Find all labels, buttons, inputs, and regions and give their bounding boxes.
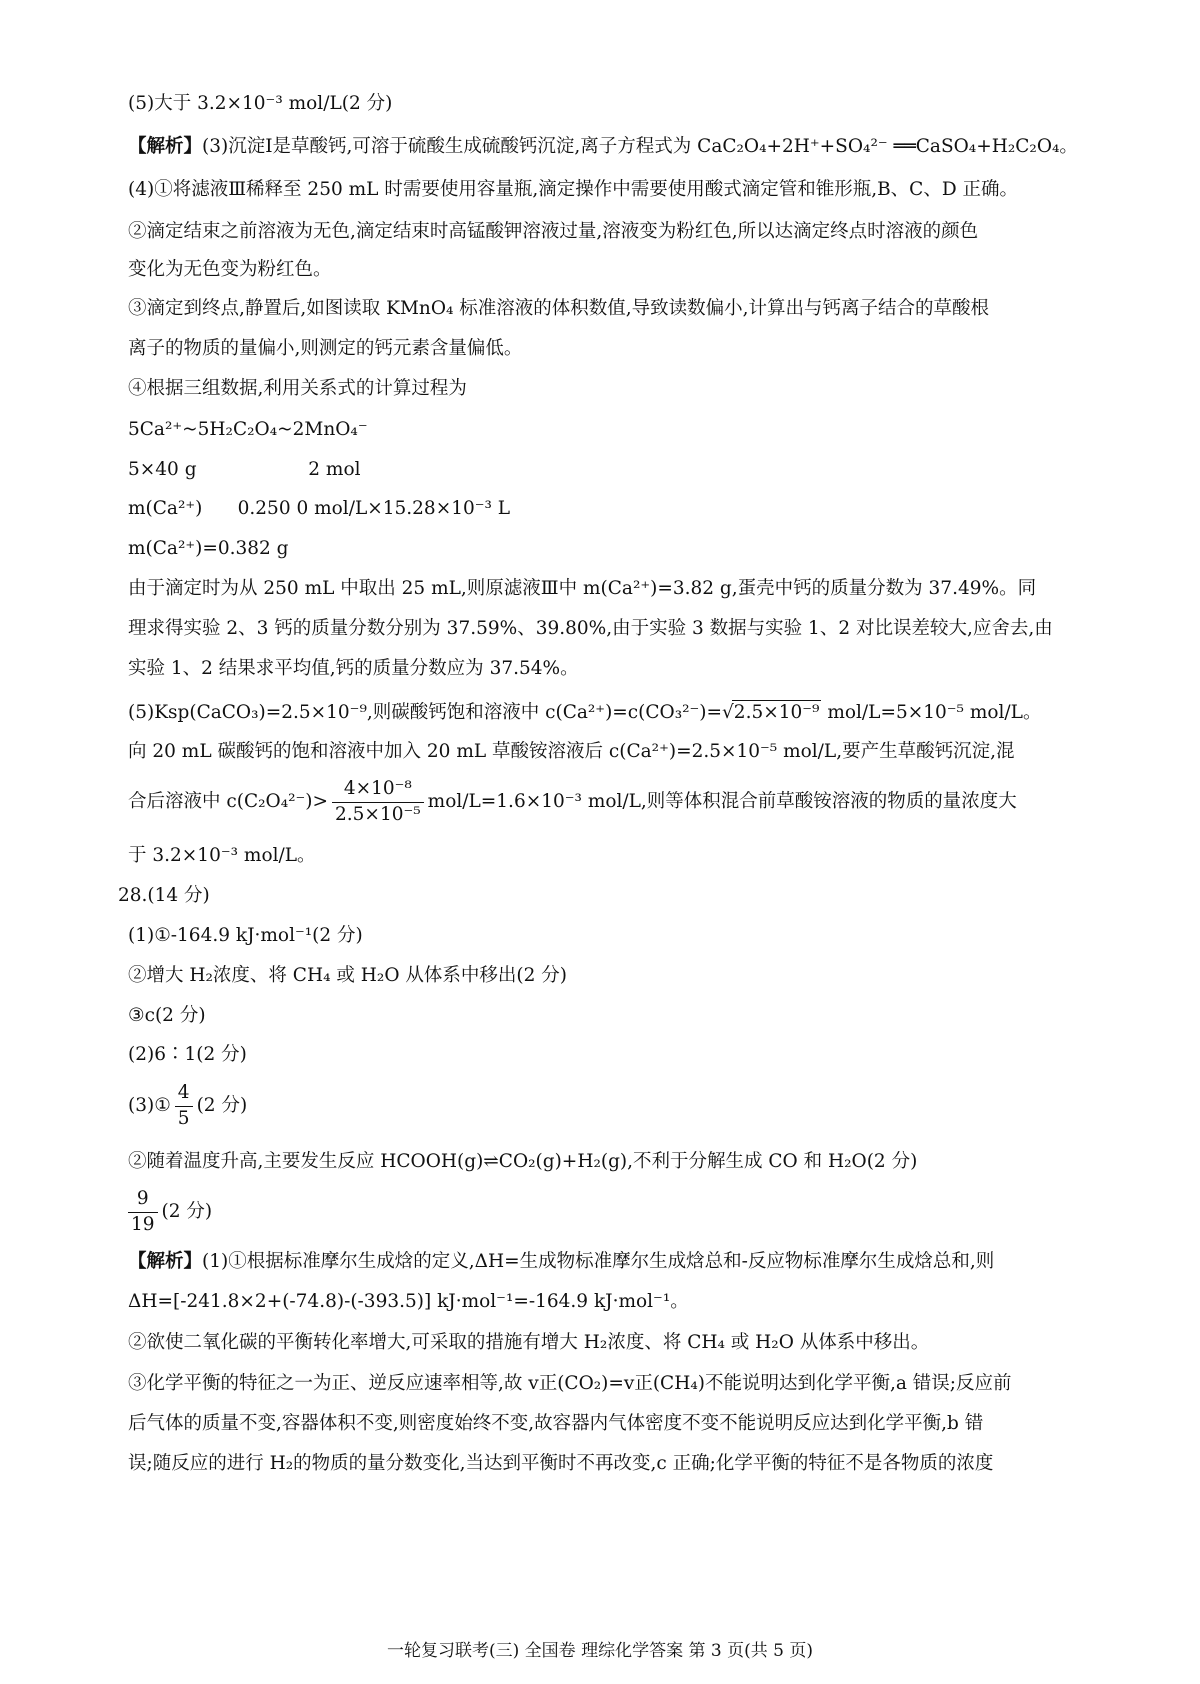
- analysis-3-text: (3)沉淀Ⅰ是草酸钙,可溶于硫酸生成硫酸钙沉淀,离子方程式为 CaC₂O₄+2H⁺+SO₄²⁻ ══CaSO₄+H₂C₂O₄。: [202, 136, 1078, 157]
- analysis-28-3-line1: ③化学平衡的特征之一为正、逆反应速率相等,故 v正(CO₂)=v正(CH₄)不能说明达到化学平衡,a 错误;反应前: [128, 1373, 1012, 1394]
- answer-28-1-3: ③c(2 分): [128, 1005, 206, 1026]
- fraction-numerator: 4: [175, 1083, 193, 1106]
- answer-28-3-2: ②随着温度升高,主要发生反应 HCOOH(g)⇌CO₂(g)+H₂(g),不利于分解生成 CO 和 H₂O(2 分): [128, 1151, 918, 1172]
- question-28-header: 28.(14 分): [118, 885, 210, 906]
- analysis-4-4-line3: 实验 1、2 结果求平均值,钙的质量分数应为 37.54%。: [128, 658, 579, 679]
- c2o4-text: 合后溶液中 c(C₂O₄²⁻)>: [128, 791, 329, 812]
- fraction-numerator: 4×10⁻⁸: [332, 779, 424, 802]
- page-footer: 一轮复习联考(三) 全国卷 理综化学答案 第 3 页(共 5 页): [387, 1641, 813, 1661]
- fraction-denominator: 5: [177, 1107, 190, 1129]
- analysis-28-3-line3: 误;随反应的进行 H₂的物质的量分数变化,当达到平衡时不再改变,c 正确;化学平衡的特征不是各物质的浓度: [128, 1453, 994, 1474]
- analysis-4-2-line1: ②滴定结束之前溶液为无色,滴定结束时高锰酸钾溶液过量,溶液变为粉红色,所以达滴定终点时溶液的颜色: [128, 221, 979, 242]
- answer-28-2: (2)6∶1(2 分): [128, 1044, 247, 1065]
- answer-28-3-label: (3)①: [128, 1095, 171, 1116]
- analysis-tag: 【解析】: [128, 1251, 203, 1272]
- analysis-28-1: [128, 1250, 994, 1274]
- analysis-5-line1: [128, 700, 1041, 725]
- fraction-9-19: [128, 1189, 158, 1235]
- answer-28-3-1: [128, 1080, 247, 1132]
- analysis-5-line3: [128, 776, 1017, 828]
- relation-formula: 5Ca²⁺~5H₂C₂O₄~2MnO₄⁻: [128, 419, 368, 440]
- answer-28-1-1: (1)①-164.9 kJ·mol⁻¹(2 分): [128, 925, 363, 946]
- relation-row-2: m(Ca²⁺) 0.250 0 mol/L×15.28×10⁻³ L: [128, 498, 511, 519]
- analysis-28-2: ②欲使二氧化碳的平衡转化率增大,可采取的措施有增大 H₂浓度、将 CH₄ 或 H₂O 从体系中移出。: [128, 1332, 930, 1353]
- fraction-c2o4: [332, 779, 424, 825]
- c2o4-result: mol/L=1.6×10⁻³ mol/L,则等体积混合前草酸铵溶液的物质的量浓度大: [427, 791, 1017, 812]
- analysis-3: [128, 135, 1078, 159]
- analysis-4-1: (4)①将滤液Ⅲ稀释至 250 mL 时需要使用容量瓶,滴定操作中需要使用酸式滴定管和锥形瓶,B、C、D 正确。: [128, 179, 1019, 200]
- analysis-4-3-line1: ③滴定到终点,静置后,如图读取 KMnO₄ 标准溶液的体积数值,导致读数偏小,计算出与钙离子结合的草酸根: [128, 298, 990, 319]
- fraction-4-5: [175, 1083, 193, 1129]
- answer-28-1-2: ②增大 H₂浓度、将 CH₄ 或 H₂O 从体系中移出(2 分): [128, 965, 567, 986]
- answer-28-3-3: [128, 1186, 212, 1238]
- analysis-tag: 【解析】: [128, 136, 203, 157]
- analysis-28-1-text: (1)①根据标准摩尔生成焓的定义,ΔH=生成物标准摩尔生成焓总和-反应物标准摩尔生成焓总和,则: [202, 1251, 995, 1272]
- answer-28-3-score: (2 分): [196, 1095, 248, 1116]
- analysis-4-4-line2: 理求得实验 2、3 钙的质量分数分别为 37.59%、39.80%,由于实验 3 数据与实验 1、2 对比误差较大,应舍去,由: [128, 618, 1053, 639]
- analysis-4-2-line2: 变化为无色变为粉红色。: [128, 259, 332, 280]
- ksp-result: mol/L=5×10⁻⁵ mol/L。: [821, 702, 1042, 723]
- sqrt-radicand: 2.5×10⁻⁹: [733, 702, 820, 723]
- fraction-numerator: 9: [128, 1189, 158, 1212]
- fraction-denominator: 19: [131, 1213, 155, 1235]
- analysis-5-line4: 于 3.2×10⁻³ mol/L。: [128, 845, 316, 866]
- answer-28-3-3-score: (2 分): [161, 1201, 213, 1222]
- analysis-4-4-intro: ④根据三组数据,利用关系式的计算过程为: [128, 378, 467, 399]
- analysis-4-3-line2: 离子的物质的量偏小,则测定的钙元素含量偏低。: [128, 338, 523, 359]
- relation-row-1: 5×40 g 2 mol: [128, 459, 361, 480]
- ksp-text: (5)Ksp(CaCO₃)=2.5×10⁻⁹,则碳酸钙饱和溶液中 c(Ca²⁺)=c(CO₃²⁻)=√: [128, 702, 734, 723]
- analysis-5-line2: 向 20 mL 碳酸钙的饱和溶液中加入 20 mL 草酸铵溶液后 c(Ca²⁺)=2.5×10⁻⁵ mol/L,要产生草酸钙沉淀,混: [128, 741, 1015, 762]
- analysis-4-4-line1: 由于滴定时为从 250 mL 中取出 25 mL,则原滤液Ⅲ中 m(Ca²⁺)=3.82 g,蛋壳中钙的质量分数为 37.49%。同: [128, 578, 1037, 599]
- fraction-denominator: 2.5×10⁻⁵: [335, 803, 421, 825]
- analysis-28-3-line2: 后气体的质量不变,容器体积不变,则密度始终不变,故容器内气体密度不变不能说明反应达到化学平衡,b 错: [128, 1413, 984, 1434]
- relation-result: m(Ca²⁺)=0.382 g: [128, 538, 289, 559]
- analysis-28-1-calc: ΔH=[-241.8×2+(-74.8)-(-393.5)] kJ·mol⁻¹=-164.9 kJ·mol⁻¹。: [128, 1291, 689, 1312]
- answer-5: (5)大于 3.2×10⁻³ mol/L(2 分): [128, 93, 393, 114]
